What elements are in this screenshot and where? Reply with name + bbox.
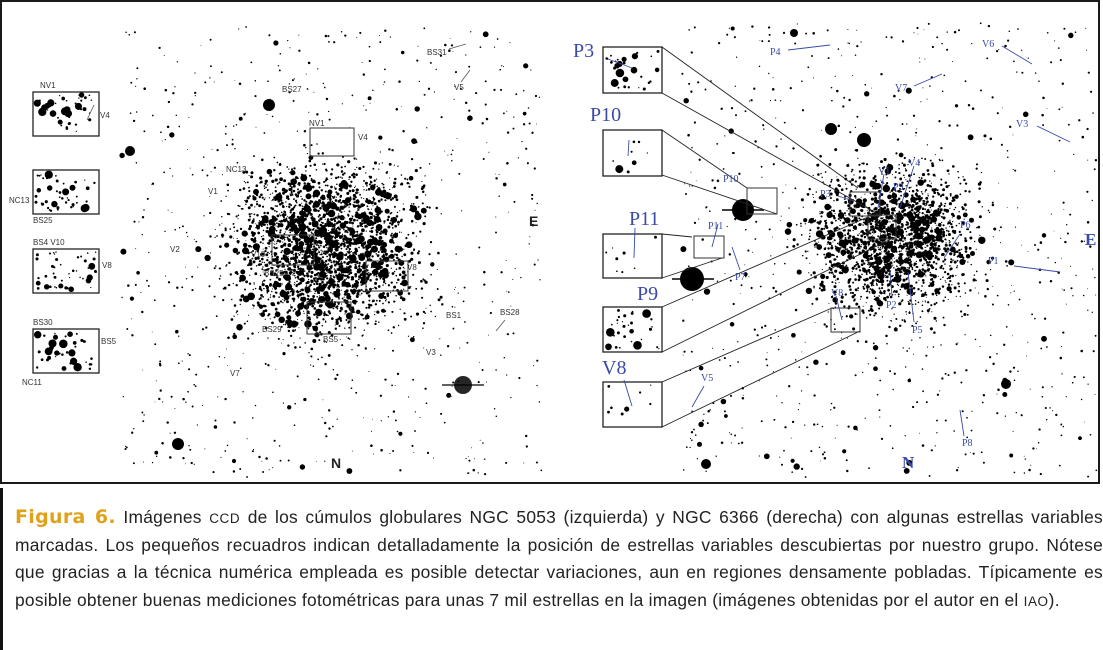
- left-label-nc13: NC13: [226, 165, 247, 174]
- left-label-bs25: BS25: [264, 269, 284, 278]
- left-label-v7: V7: [230, 369, 240, 378]
- right-label-p3: P3: [820, 189, 831, 200]
- right-label-v8: V8: [831, 288, 844, 299]
- right-inset-v8-label: V8: [602, 357, 627, 379]
- left-inset2-bottom-label: BS25: [33, 216, 53, 225]
- right-connectors: [662, 47, 895, 427]
- right-label-v7: V7: [895, 83, 908, 94]
- ngc5053-starfield: [119, 26, 542, 478]
- right-label-p5: P5: [912, 325, 923, 336]
- left-label-bs29: BS29: [262, 325, 282, 334]
- right-inset-p11-label: P11: [629, 208, 660, 230]
- left-insets: [33, 92, 99, 373]
- right-inset-p9-label: P9: [637, 283, 659, 305]
- left-label-bs28: BS28: [500, 308, 520, 317]
- right-label-v5: V5: [701, 373, 714, 384]
- left-inset3-top-label: BS4 V10: [33, 238, 65, 247]
- right-label-p10: P10: [723, 174, 739, 185]
- right-inset-p3-label: P3: [573, 40, 595, 62]
- left-label-nv1: NV1: [309, 119, 325, 128]
- right-label-v3: V3: [1016, 119, 1029, 130]
- left-label-bs5: BS5: [323, 335, 339, 344]
- left-label-v5: V5: [454, 83, 464, 92]
- right-label-p9: P9: [893, 182, 904, 193]
- right-label-p4: P4: [770, 47, 781, 58]
- ccd-figure: [2, 2, 1100, 484]
- right-label-v6: V6: [982, 39, 995, 50]
- left-inset4-top-label: BS30: [33, 318, 53, 327]
- right-label-p6: P6: [960, 220, 971, 231]
- left-label-bs31: BS31: [427, 48, 447, 57]
- left-east-marker: E: [529, 213, 539, 229]
- right-east-marker: E: [1085, 230, 1097, 249]
- caption-iao: IAO: [1023, 593, 1049, 609]
- left-label-v10: V10: [251, 250, 266, 259]
- left-inset4-side-label: BS5: [101, 337, 117, 346]
- left-label-bs27: BS27: [282, 85, 302, 94]
- caption-text-3: ).: [1048, 589, 1060, 610]
- right-label-v4: V4: [908, 158, 921, 169]
- right-label-p11: P11: [708, 221, 724, 232]
- left-inset1-side-label: V4: [100, 111, 110, 120]
- left-label-v4: V4: [358, 133, 368, 142]
- left-inset3-side-label: V8: [102, 261, 112, 270]
- left-inset4-bottom-label: NC11: [22, 378, 42, 387]
- caption-text-2: de los cúmulos globulares NGC 5053 (izquierda) y NGC 6366 (derecha) con algunas estrellas variables marcadas. Los pequeños recuadros indican detalladamente la posición de estrellas variables descubiertas por nuestro grupo. Nótese que gracias a la técnica numérica empleada es posible detectar variaciones, aun en regiones densamente pobladas. Típicamente es posible obtener buenas mediciones fotométricas para unas 7 mil estrellas en la imagen (imágenes obtenidas por el autor en el: [15, 507, 1103, 610]
- right-label-p1: P1: [988, 256, 999, 267]
- left-north-marker: N: [331, 455, 342, 471]
- caption-ccd: CCD: [209, 511, 241, 526]
- left-label-v2: V2: [170, 245, 180, 254]
- right-label-p7: P7: [735, 272, 746, 283]
- caption-text-1: Imágenes: [115, 507, 210, 527]
- caption-label: Figura 6.: [15, 506, 116, 528]
- right-label-v1: V1: [878, 166, 891, 177]
- figure-caption: [0, 488, 1103, 650]
- right-north-marker: N: [902, 453, 915, 472]
- left-inset2-side-label: NC13: [9, 196, 30, 205]
- left-label-bs1: BS1: [446, 311, 462, 320]
- ngc6366-starfield: [680, 22, 1097, 478]
- right-label-p8: P8: [962, 438, 973, 449]
- left-inset1-top-label: NV1: [40, 81, 56, 90]
- left-label-v8: V8: [407, 263, 417, 272]
- left-label-v1: V1: [208, 187, 218, 196]
- right-inset-p10-label: P10: [590, 104, 622, 126]
- right-label-p2: P2: [886, 300, 897, 311]
- left-label-v3: V3: [426, 348, 436, 357]
